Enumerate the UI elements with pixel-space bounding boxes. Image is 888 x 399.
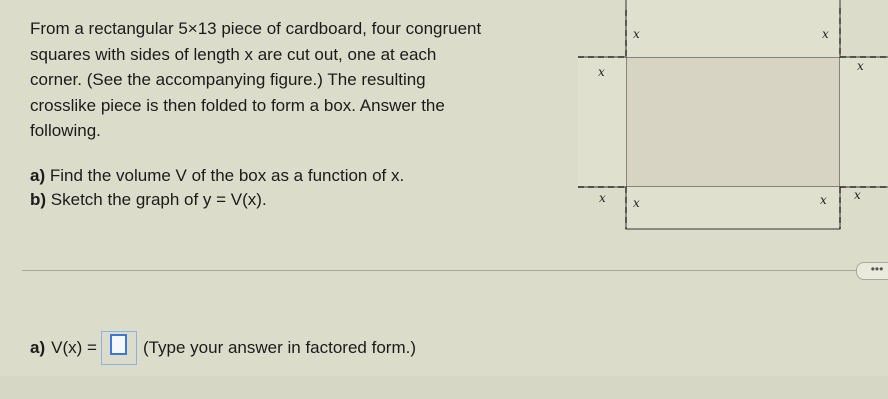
figure-label-x: x bbox=[854, 188, 861, 202]
more-options-button[interactable]: ••• bbox=[856, 262, 888, 280]
figure-label-x: x bbox=[633, 196, 640, 210]
part-b-text: Sketch the graph of y = V(x). bbox=[50, 190, 267, 209]
question-parts bbox=[30, 164, 404, 212]
figure-label-x: x bbox=[633, 27, 640, 41]
answer-input[interactable] bbox=[110, 334, 127, 355]
cardboard-center bbox=[626, 57, 840, 187]
cardboard-bottom-flap bbox=[626, 187, 840, 229]
cardboard-figure bbox=[578, 0, 888, 232]
problem-line: corner. (See the accompanying figure.) The resulting bbox=[30, 70, 426, 89]
problem-line: squares with sides of length x are cut out, one at each bbox=[30, 44, 437, 64]
problem-line: crosslike piece is then folded to form a box. Answer the bbox=[30, 95, 445, 115]
figure-label-x: x bbox=[857, 59, 864, 73]
answer-row bbox=[30, 331, 416, 365]
part-a-label: a) bbox=[30, 166, 46, 185]
answer-part-label: a) bbox=[30, 338, 46, 357]
answer-hint: (Type your answer in factored form.) bbox=[142, 338, 416, 357]
problem-line: following. bbox=[30, 121, 101, 140]
part-a-text: Find the volume V of the box as a function of x. bbox=[49, 166, 405, 185]
answer-input-wrapper bbox=[101, 331, 137, 365]
section-divider bbox=[22, 270, 862, 271]
cardboard-top-flap bbox=[626, 0, 840, 57]
figure-label-x: x bbox=[598, 65, 605, 79]
figure-label-x: x bbox=[599, 191, 606, 205]
figure-label-x: x bbox=[822, 27, 829, 41]
problem-statement bbox=[30, 16, 570, 144]
cardboard-right-flap bbox=[840, 57, 888, 187]
part-a bbox=[30, 164, 404, 188]
problem-line: From a rectangular 5×13 piece of cardboard, four congruent bbox=[30, 19, 482, 38]
bottom-strip bbox=[0, 376, 888, 399]
part-b bbox=[30, 188, 404, 212]
part-b-label: b) bbox=[30, 190, 47, 209]
answer-prefix: V(x) = bbox=[51, 338, 97, 357]
figure-label-x: x bbox=[820, 193, 827, 207]
